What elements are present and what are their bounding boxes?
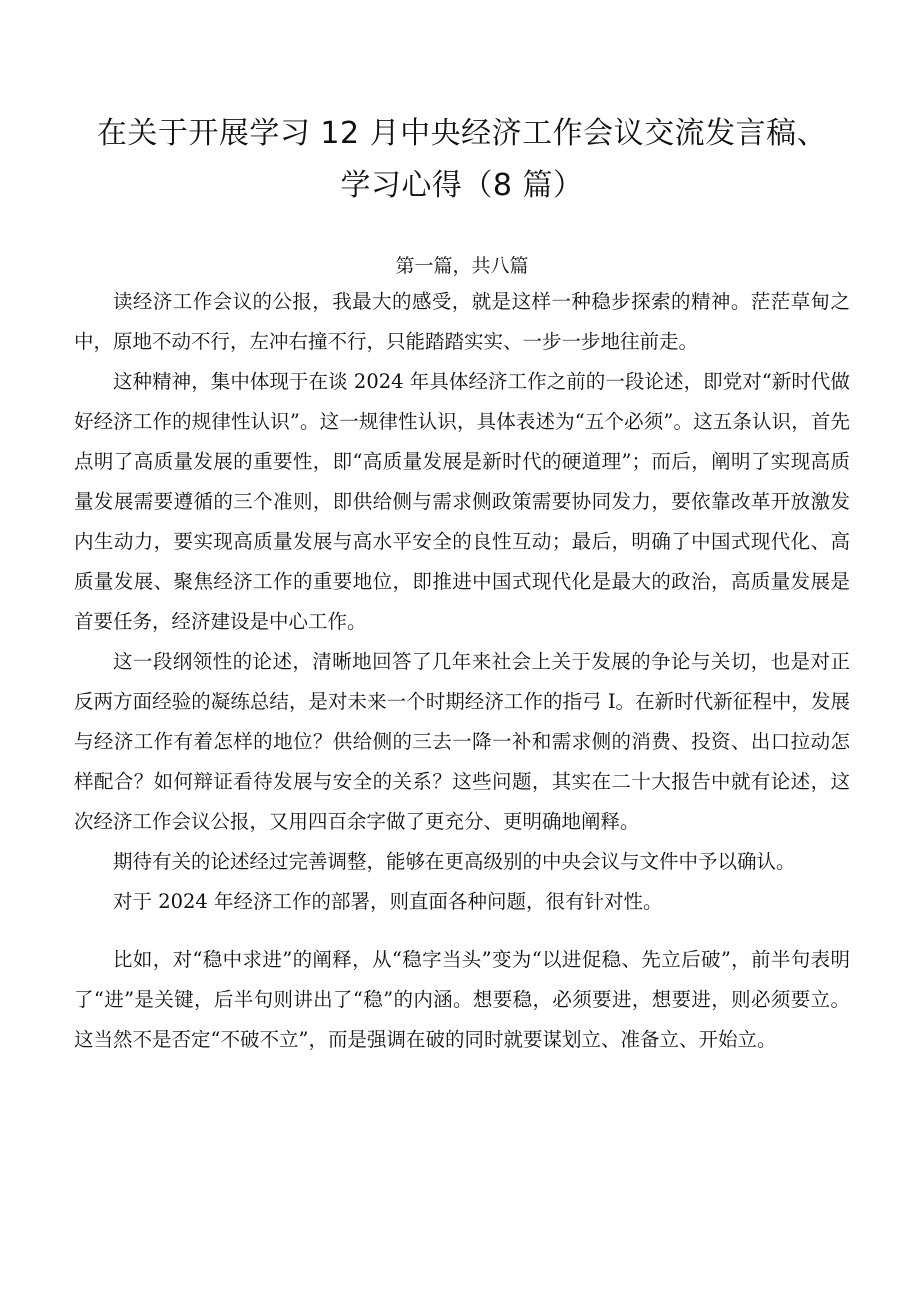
paragraph-5: 对于 2024 年经济工作的部署，则直面各种问题，很有针对性。 (113, 890, 663, 913)
paragraph-1: 读经济工作会议的公报，我最大的感受，就是这样一种稳步探索的精神。茫茫草甸之中，原地不动不行，左冲右撞不行，只能踏踏实实、一步一步地往前走。 (74, 290, 850, 353)
paragraph-6: 比如，对“稳中求进”的阐释，从“稳字当头”变为“以进促稳、先立后破”，前半句表明了“进”是关键，后半句则讲出了“稳”的内涵。想要稳，必须要进，想要进，则必须要立。这当然不是否定“不破不立”，而是强调在破的同时就要谋划立、准备立、开始立。 (74, 948, 850, 1051)
document-title-line-2: 学习心得（8 篇） (340, 168, 584, 203)
paragraph-3: 这一段纲领性的论述，清晰地回答了几年来社会上关于发展的争论与关切，也是对正反两方面经验的凝练总结，是对未来一个时期经济工作的指弓 I。在新时代新征程中，发展与经济工作有着怎样的地位？供给侧的三去一降一补和需求侧的消费、投资、出口拉动怎样配合？如何辩证看待发展与安全的关系？这些问题，其实在二十大报告中就有论述，这次经济工作会议公报，又用四百余字做了更充分、更明确地阐释。 (74, 650, 850, 833)
document-body (74, 282, 850, 1060)
document-title-line-1: 在关于开展学习 12 月中央经济工作会议交流发言稿、 (96, 116, 828, 151)
document-title (74, 108, 850, 212)
paragraph-4: 期待有关的论述经过完善调整，能够在更高级别的中央会议与文件中予以确认。 (113, 850, 796, 873)
paragraph-2: 这种精神，集中体现于在谈 2024 年具体经济工作之前的一段论述，即党对“新时代做好经济工作的规律性认识”。这一规律性认识，具体表述为“五个必须”。这五条认识，首先点明了高质量发展的重要性，即“高质量发展是新时代的硬道理”；而后，阐明了实现高质量发展需要遵循的三个准则，即供给侧与需求侧政策需要协同发力，要依靠改革开放激发内生动力，要实现高质量发展与高水平安全的良性互动；最后，明确了中国式现代化、高质量发展、聚焦经济工作的重要地位，即推进中国式现代化是最大的政治，高质量发展是首要任务，经济建设是中心工作。 (74, 370, 850, 633)
section-heading: 第一篇，共八篇 (395, 255, 529, 277)
